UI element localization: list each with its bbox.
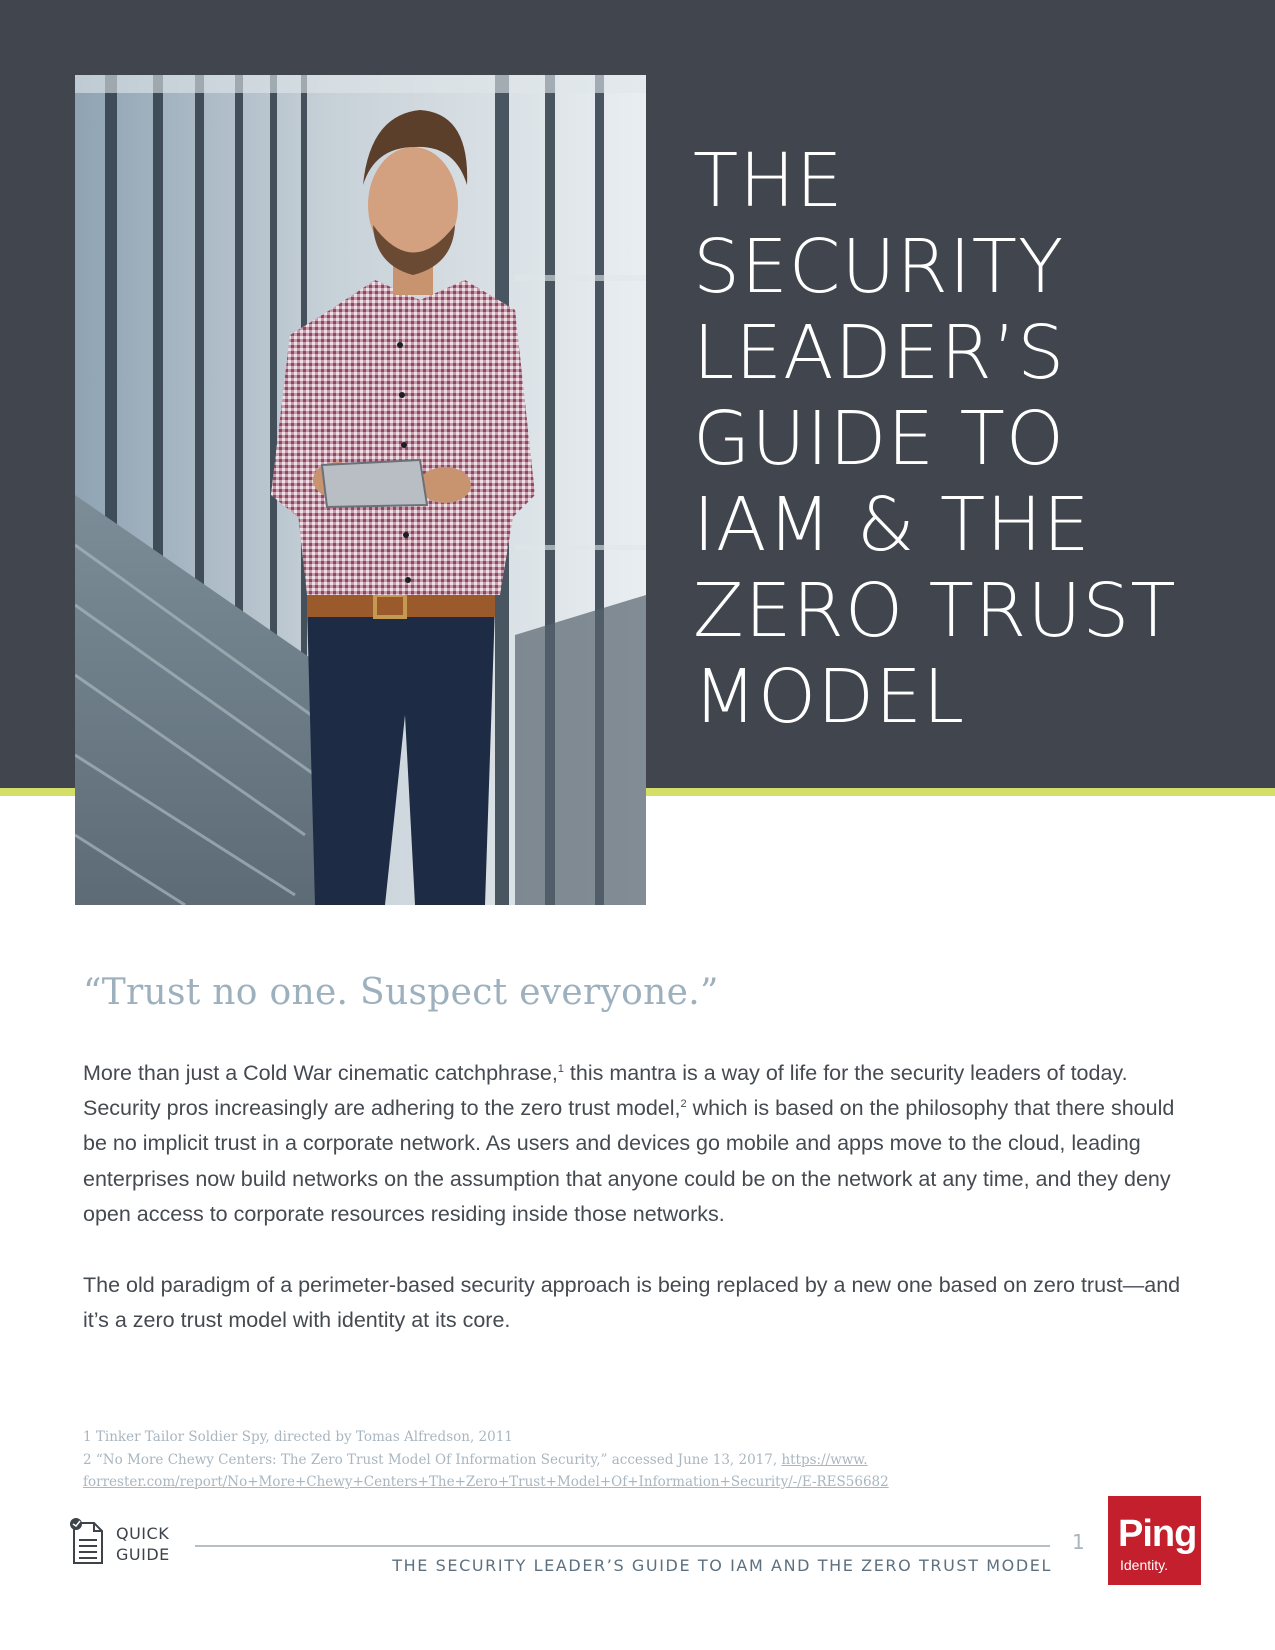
body-text-segment: More than just a Cold War cinematic catchphrase,	[83, 1061, 558, 1085]
page-number: 1	[1072, 1530, 1085, 1554]
document-lines-icon	[68, 1515, 110, 1567]
title-line: LEADER’S	[693, 310, 1066, 396]
title-line: MODEL	[693, 654, 966, 740]
guide-label-line: QUICK	[116, 1524, 170, 1543]
man-with-tablet-photo	[75, 75, 646, 905]
title-line: GUIDE TO	[693, 396, 1066, 482]
guide-label	[116, 1523, 170, 1565]
footnote-1: 1 Tinker Tailor Soldier Spy, directed by Tomas Alfredson, 2011	[83, 1429, 513, 1445]
body-paragraph-2: The old paradigm of a perimeter-based security approach is being replaced by a new one based on zero trust—and it’s a zero trust model with identity at its core.	[83, 1273, 1181, 1333]
body-text-segment: this mantra is a way of life for the security leaders of today. Security pros increasingly are adhering to the zero trust model,	[83, 1061, 1128, 1121]
body-text	[83, 1056, 1203, 1374]
footnote-2-continued	[83, 1471, 1183, 1494]
title-line: SECURITY	[693, 224, 1065, 310]
ping-identity-logo	[1108, 1496, 1201, 1585]
logo-brand-text: Ping	[1118, 1513, 1197, 1555]
guide-label-line: GUIDE	[116, 1545, 170, 1564]
footnote-ref-1[interactable]: 1	[557, 1062, 564, 1075]
footnote-2-link-start[interactable]: https://www.	[781, 1451, 868, 1468]
pull-quote: “Trust no one. Suspect everyone.”	[83, 972, 719, 1013]
title-line: IAM & THE	[693, 482, 1091, 568]
hero-photo	[75, 75, 646, 905]
body-paragraph-1	[83, 1056, 1203, 1232]
logo-sub-text: Identity.	[1120, 1557, 1168, 1573]
footnotes	[83, 1426, 1183, 1494]
footnote-ref-2[interactable]: 2	[680, 1098, 687, 1111]
title-line: ZERO TRUST	[693, 568, 1177, 654]
footnote-2-link-end[interactable]: forrester.com/report/No+More+Chewy+Centers+The+Zero+Trust+Model+Of+Information+Security/-/E-RES56682	[83, 1474, 889, 1490]
footnote-2-text: 2 “No More Chewy Centers: The Zero Trust Model Of Information Security,” accessed June 13, 2017,	[83, 1451, 782, 1468]
footer-running-title: THE SECURITY LEADER’S GUIDE TO IAM AND THE ZERO TRUST MODEL	[392, 1556, 1052, 1575]
footnote-2	[83, 1449, 1183, 1472]
document-title	[693, 138, 1253, 740]
footer-rule	[195, 1545, 1050, 1547]
body-text-segment: which is based on the philosophy that there should be no implicit trust in a corporate network. As users and devices go mobile and apps move to the cloud, leading enterprises now build networks on the assumption that anyone could be on the network at any time, and they deny open access to corporate resources residing inside those networks.	[83, 1096, 1175, 1226]
title-line: THE	[693, 138, 844, 224]
